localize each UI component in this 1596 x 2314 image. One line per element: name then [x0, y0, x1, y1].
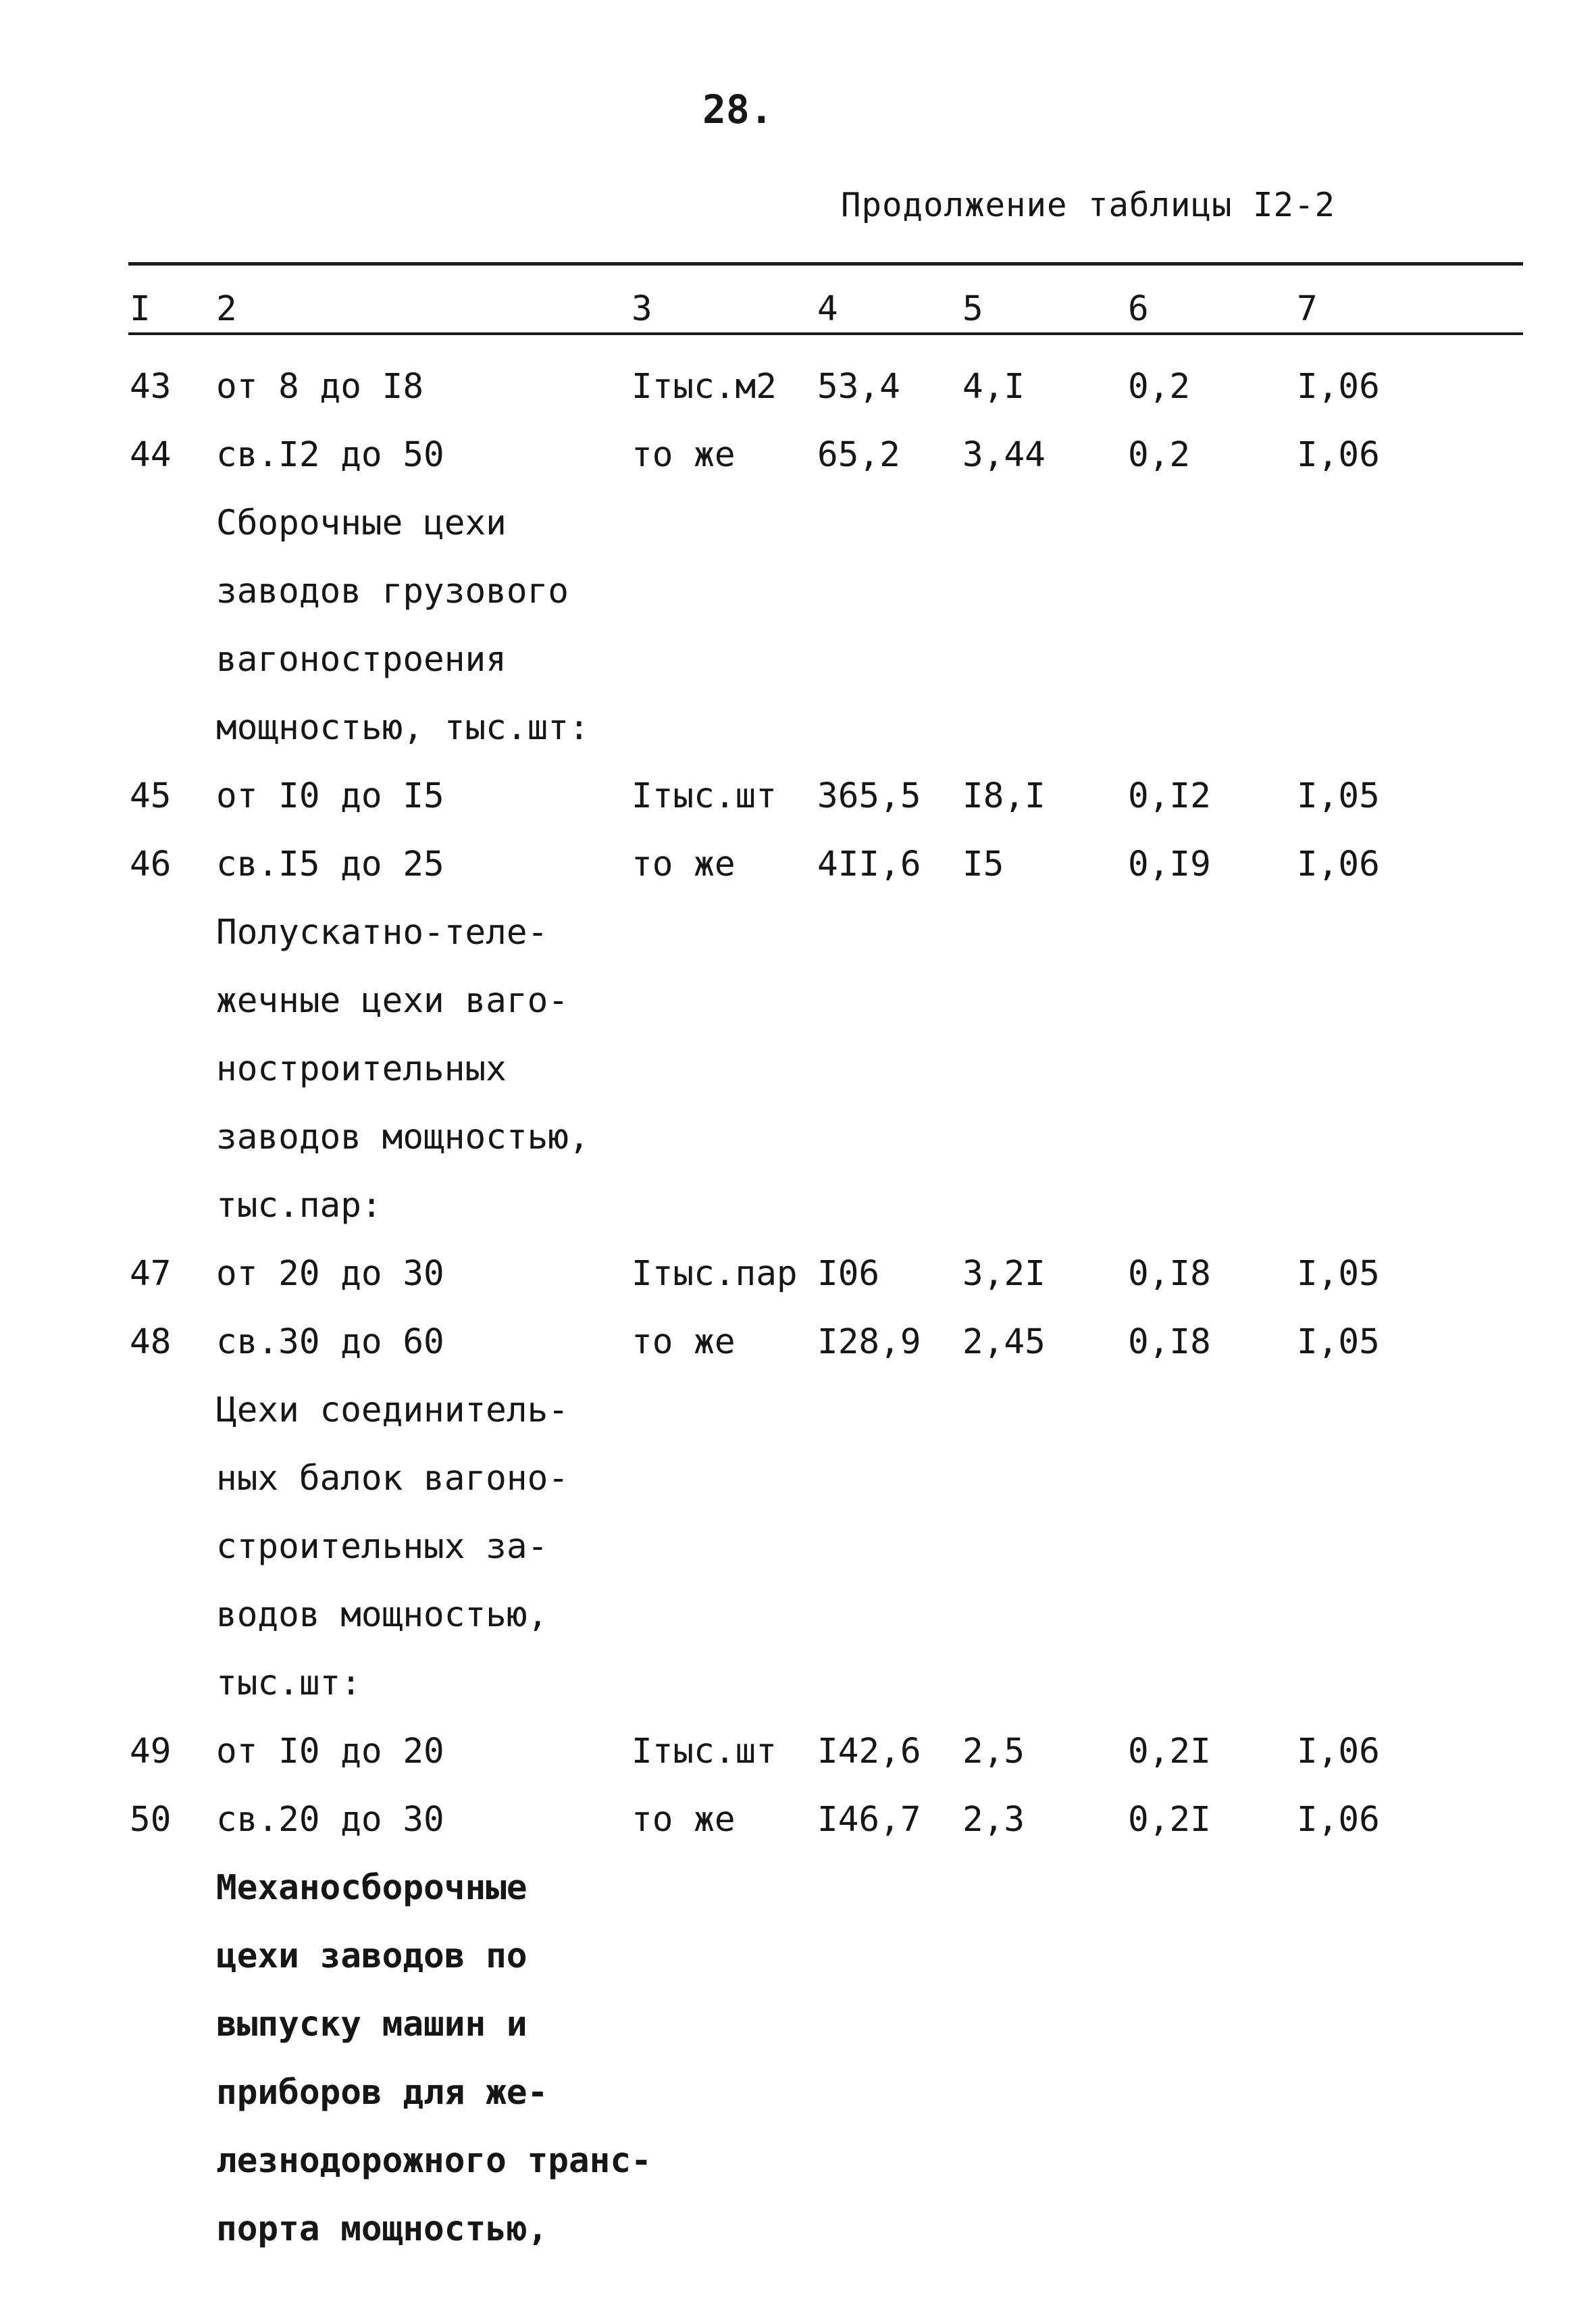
- row-unit: Iтыс.пар: [632, 1254, 798, 1294]
- row-unit: Iтыс.м2: [632, 367, 777, 407]
- row-name: вагоностроения: [216, 640, 507, 680]
- table-row: [0, 1513, 1596, 1581]
- row-name: водов мощностью,: [216, 1595, 548, 1635]
- table-row: [0, 762, 1596, 830]
- row-col-7: I,05: [1297, 1254, 1380, 1294]
- row-col-7: I,05: [1297, 776, 1380, 816]
- row-name: Сборочные цехи: [216, 503, 507, 543]
- row-col-6: 0,2: [1128, 435, 1191, 475]
- row-name: св.I2 до 50: [216, 435, 444, 475]
- table-row: [0, 1786, 1596, 1854]
- row-unit: Iтыс.шт: [632, 1732, 777, 1771]
- row-name: лезнодорожного транс-: [216, 2141, 652, 2181]
- row-col-5: 2,5: [962, 1732, 1025, 1771]
- row-col-5: I8,I: [962, 776, 1046, 816]
- table-row: [0, 353, 1596, 421]
- row-name: Цехи соединитель-: [216, 1390, 569, 1430]
- table-row: [0, 967, 1596, 1035]
- row-name: цехи заводов по: [216, 1936, 527, 1976]
- table-row: [0, 489, 1596, 557]
- row-col-6: 0,I8: [1128, 1254, 1211, 1294]
- row-col-6: 0,I2: [1128, 776, 1211, 816]
- row-unit: то же: [632, 1800, 736, 1840]
- row-name: от I0 до I5: [216, 776, 444, 816]
- row-name: от 20 до 30: [216, 1254, 444, 1294]
- header-col-2: 2: [216, 289, 237, 329]
- table-row: [0, 1035, 1596, 1103]
- table-row: [0, 557, 1596, 626]
- row-number: 47: [130, 1254, 172, 1294]
- header-col-4: 4: [817, 289, 838, 329]
- row-name: св.30 до 60: [216, 1322, 444, 1362]
- header-col-1: I: [130, 289, 151, 329]
- row-unit: то же: [632, 435, 736, 475]
- row-name: ностроительных: [216, 1049, 507, 1089]
- header-col-6: 6: [1128, 289, 1149, 329]
- row-unit: Iтыс.шт: [632, 776, 777, 816]
- row-unit: то же: [632, 845, 736, 884]
- row-number: 50: [130, 1800, 172, 1840]
- row-name: ных балок вагоно-: [216, 1459, 569, 1499]
- row-col-4: I06: [817, 1254, 880, 1294]
- table-row: [0, 830, 1596, 899]
- table-row: [0, 899, 1596, 967]
- row-col-4: I42,6: [817, 1732, 921, 1771]
- row-col-5: 2,45: [962, 1322, 1046, 1362]
- row-col-6: 0,2: [1128, 367, 1191, 407]
- table-row: [0, 1376, 1596, 1444]
- row-name: Механосборочные: [216, 1868, 527, 1908]
- row-name: заводов мощностью,: [216, 1117, 590, 1157]
- row-name: от 8 до I8: [216, 367, 424, 407]
- row-col-6: 0,2I: [1128, 1800, 1211, 1840]
- table-row: [0, 2059, 1596, 2127]
- table-row: [0, 626, 1596, 694]
- table-row: [0, 1990, 1596, 2059]
- table-row: [0, 1854, 1596, 1922]
- row-col-4: 4II,6: [817, 845, 921, 884]
- row-col-4: 65,2: [817, 435, 900, 475]
- row-col-5: 3,2I: [962, 1254, 1046, 1294]
- row-name: св.I5 до 25: [216, 845, 444, 884]
- row-name: тыс.пар:: [216, 1186, 382, 1226]
- row-col-5: I5: [962, 845, 1004, 884]
- row-col-4: 365,5: [817, 776, 921, 816]
- row-name: мощностью, тыс.шт:: [216, 708, 590, 748]
- row-number: 43: [130, 367, 172, 407]
- table-row: [0, 1103, 1596, 1172]
- row-col-5: 4,I: [962, 367, 1025, 407]
- row-name: заводов грузового: [216, 572, 569, 611]
- table-row: [0, 1717, 1596, 1786]
- row-col-4: I46,7: [817, 1800, 921, 1840]
- row-name: порта мощностью,: [216, 2209, 548, 2249]
- page-number: 28.: [702, 86, 773, 132]
- row-unit: то же: [632, 1322, 736, 1362]
- header-col-5: 5: [962, 289, 983, 329]
- row-number: 45: [130, 776, 172, 816]
- row-number: 44: [130, 435, 172, 475]
- row-number: 48: [130, 1322, 172, 1362]
- table-row: [0, 1172, 1596, 1240]
- row-col-7: I,05: [1297, 1322, 1380, 1362]
- row-col-6: 0,I8: [1128, 1322, 1211, 1362]
- row-col-7: I,06: [1297, 1732, 1380, 1771]
- row-col-7: I,06: [1297, 367, 1380, 407]
- row-col-5: 2,3: [962, 1800, 1025, 1840]
- table-row: [0, 2127, 1596, 2195]
- row-name: выпуску машин и: [216, 2005, 527, 2044]
- table-row: [0, 1922, 1596, 1990]
- row-number: 46: [130, 845, 172, 884]
- table-row: [0, 1240, 1596, 1308]
- data-table: [0, 284, 1596, 2263]
- header-col-3: 3: [632, 289, 652, 329]
- row-col-6: 0,2I: [1128, 1732, 1211, 1771]
- row-col-7: I,06: [1297, 435, 1380, 475]
- row-name: Полускатно-теле-: [216, 913, 548, 953]
- row-name: тыс.шт:: [216, 1663, 361, 1703]
- row-col-5: 3,44: [962, 435, 1046, 475]
- row-name: жечные цехи ваго-: [216, 981, 569, 1021]
- table-row: [0, 1581, 1596, 1649]
- row-col-7: I,06: [1297, 845, 1380, 884]
- table-title: Продолжение таблицы I2-2: [841, 186, 1336, 224]
- table-row: [0, 694, 1596, 762]
- table-top-rule: [128, 262, 1523, 266]
- row-name: св.20 до 30: [216, 1800, 444, 1840]
- row-col-6: 0,I9: [1128, 845, 1211, 884]
- header-col-7: 7: [1297, 289, 1318, 329]
- row-name: строительных за-: [216, 1527, 548, 1567]
- table-body: [0, 353, 1596, 2263]
- table-row: [0, 2195, 1596, 2263]
- row-col-4: 53,4: [817, 367, 900, 407]
- row-name: от I0 до 20: [216, 1732, 444, 1771]
- table-row: [0, 1444, 1596, 1513]
- table-row: [0, 421, 1596, 489]
- table-row: [0, 1649, 1596, 1717]
- row-name: приборов для же-: [216, 2073, 548, 2113]
- table-header-row: [0, 284, 1596, 335]
- table-row: [0, 1308, 1596, 1376]
- row-number: 49: [130, 1732, 172, 1771]
- row-col-4: I28,9: [817, 1322, 921, 1362]
- row-col-7: I,06: [1297, 1800, 1380, 1840]
